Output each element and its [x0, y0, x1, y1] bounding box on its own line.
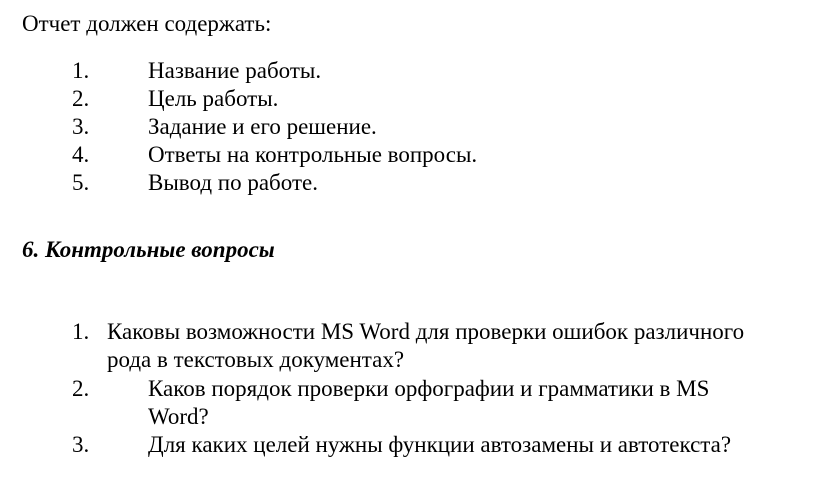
report-intro: Отчет должен содержать:: [22, 11, 272, 36]
report-item-text: Вывод по работе.: [148, 170, 318, 195]
report-item-text: Ответы на контрольные вопросы.: [148, 142, 478, 167]
question-number: 3.: [72, 432, 90, 457]
report-item-text: Задание и его решение.: [148, 114, 377, 139]
section-heading: 6. Контрольные вопросы: [22, 237, 275, 262]
question-text: Каковы возможности MS Word для проверки ошибок различного: [107, 319, 745, 344]
report-item-number: 1.: [72, 58, 90, 83]
question-text-continued: Word?: [148, 404, 209, 429]
report-item-number: 3.: [72, 114, 90, 139]
report-item-number: 5.: [72, 170, 90, 195]
report-item-number: 4.: [72, 142, 90, 167]
question-number: 1.: [72, 319, 90, 344]
report-item-number: 2.: [72, 86, 90, 111]
question-text: Каков порядок проверки орфографии и грамматики в MS: [148, 376, 710, 401]
question-text: Для каких целей нужны функции автозамены и автотекста?: [148, 432, 732, 457]
report-item-text: Цель работы.: [148, 86, 279, 111]
question-text-continued: рода в текстовых документах?: [107, 347, 405, 372]
report-item-text: Название работы.: [148, 58, 322, 83]
question-number: 2.: [72, 376, 90, 401]
